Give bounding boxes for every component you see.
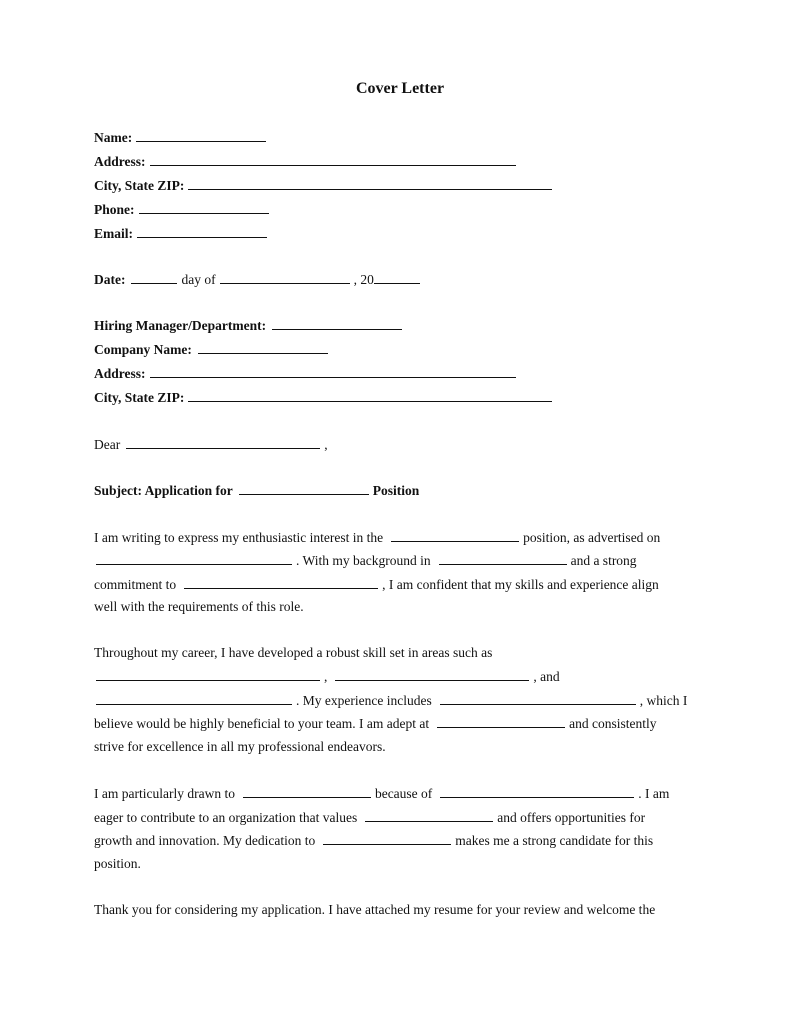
p1-line-3	[94, 574, 659, 595]
p2-skill-3-field[interactable]	[96, 690, 292, 705]
date-row	[94, 269, 424, 290]
p3-values-field[interactable]	[365, 807, 493, 822]
p3-text-f: growth and innovation. My dedication to	[94, 833, 316, 848]
p3-text-b: because of	[374, 786, 433, 801]
recipient-city-label: City, State ZIP:	[94, 390, 185, 405]
p3-text-c: . I am	[638, 786, 670, 801]
salutation-dear: Dear	[94, 437, 121, 452]
city-field[interactable]	[188, 175, 552, 190]
recipient-city-row	[94, 387, 556, 408]
p1-text-a: I am writing to express my enthusiastic interest in the	[94, 530, 384, 545]
date-year-prefix: , 20	[353, 272, 374, 287]
p1-commitment-field[interactable]	[184, 574, 378, 589]
p1-line-2	[94, 550, 637, 571]
p1-text-g: well with the requirements of this role.	[94, 599, 304, 614]
recipient-address-label: Address:	[94, 366, 146, 381]
date-month-field[interactable]	[220, 269, 350, 284]
p1-text-b: position, as advertised on	[523, 530, 661, 545]
p2-line-3	[94, 690, 687, 711]
p2-text-e: , which I	[639, 693, 688, 708]
p2-skill-2-field[interactable]	[335, 666, 529, 681]
address-label: Address:	[94, 154, 146, 169]
phone-label: Phone:	[94, 202, 135, 217]
company-row	[94, 339, 332, 360]
p2-text-d: . My experience includes	[296, 693, 432, 708]
p2-line-2	[94, 666, 560, 687]
p3-reason-field[interactable]	[440, 783, 634, 798]
company-label: Company Name:	[94, 342, 192, 357]
date-day-field[interactable]	[131, 269, 177, 284]
p1-line-1	[94, 527, 660, 548]
p2-experience-field[interactable]	[440, 690, 636, 705]
address-field[interactable]	[150, 151, 516, 166]
recipient-city-field[interactable]	[188, 387, 552, 402]
date-label: Date:	[94, 272, 126, 287]
p3-line-4	[94, 854, 141, 874]
p1-background-field[interactable]	[439, 550, 567, 565]
p3-text-h: position.	[94, 856, 141, 871]
recipient-address-row	[94, 363, 520, 384]
p2-adept-field[interactable]	[437, 713, 565, 728]
hiring-field[interactable]	[272, 315, 402, 330]
p1-position-field[interactable]	[391, 527, 519, 542]
p3-line-1	[94, 783, 669, 804]
p1-source-field[interactable]	[96, 550, 292, 565]
p2-text-c: , and	[533, 669, 560, 684]
company-field[interactable]	[198, 339, 328, 354]
p3-line-3	[94, 830, 653, 851]
phone-row	[94, 199, 273, 220]
date-day-of: day of	[181, 272, 216, 287]
name-field[interactable]	[136, 127, 266, 142]
name-row	[94, 127, 270, 148]
p2-text-g: and consistently	[569, 716, 657, 731]
p2-text-b: ,	[324, 669, 328, 684]
salutation-row	[94, 434, 328, 455]
address-row	[94, 151, 520, 172]
p3-dedication-field[interactable]	[323, 830, 451, 845]
date-year-field[interactable]	[374, 269, 420, 284]
salutation-field[interactable]	[126, 434, 320, 449]
p3-text-a: I am particularly drawn to	[94, 786, 235, 801]
p3-line-2	[94, 807, 645, 828]
document-title: Cover Letter	[355, 80, 445, 97]
p3-text-e: and offers opportunities for	[497, 810, 646, 825]
subject-suffix: Position	[372, 483, 420, 498]
p4-line-1	[94, 900, 655, 920]
subject-field[interactable]	[239, 480, 369, 495]
p2-line-5	[94, 737, 386, 757]
p2-text-f: believe would be highly beneficial to your team. I am adept at	[94, 716, 430, 731]
hiring-row	[94, 315, 406, 336]
p4-text-a: Thank you for considering my application. I have attached my resume for your review and welcome the	[94, 902, 656, 917]
subject-prefix: Subject: Application for	[94, 483, 233, 498]
email-field[interactable]	[137, 223, 267, 238]
city-label: City, State ZIP:	[94, 178, 185, 193]
email-label: Email:	[94, 226, 133, 241]
recipient-address-field[interactable]	[150, 363, 516, 378]
p1-line-4	[94, 597, 304, 617]
p1-text-c: . With my background in	[296, 553, 431, 568]
p1-text-f: , I am confident that my skills and experience align	[382, 577, 659, 592]
phone-field[interactable]	[139, 199, 269, 214]
salutation-comma: ,	[324, 437, 328, 452]
p1-text-e: commitment to	[94, 577, 177, 592]
p2-text-a: Throughout my career, I have developed a robust skill set in areas such as	[94, 645, 493, 660]
p2-text-h: strive for excellence in all my professional endeavors.	[94, 739, 386, 754]
hiring-label: Hiring Manager/Department:	[94, 318, 267, 333]
p1-text-d: and a strong	[570, 553, 637, 568]
p3-text-g: makes me a strong candidate for this	[455, 833, 654, 848]
subject-row	[94, 480, 419, 501]
email-row	[94, 223, 271, 244]
name-label: Name:	[94, 130, 133, 145]
p3-text-d: eager to contribute to an organization that values	[94, 810, 358, 825]
p2-skill-1-field[interactable]	[96, 666, 320, 681]
p3-company-field[interactable]	[243, 783, 371, 798]
p2-line-4	[94, 713, 657, 734]
city-row	[94, 175, 556, 196]
p2-line-1	[94, 643, 492, 663]
